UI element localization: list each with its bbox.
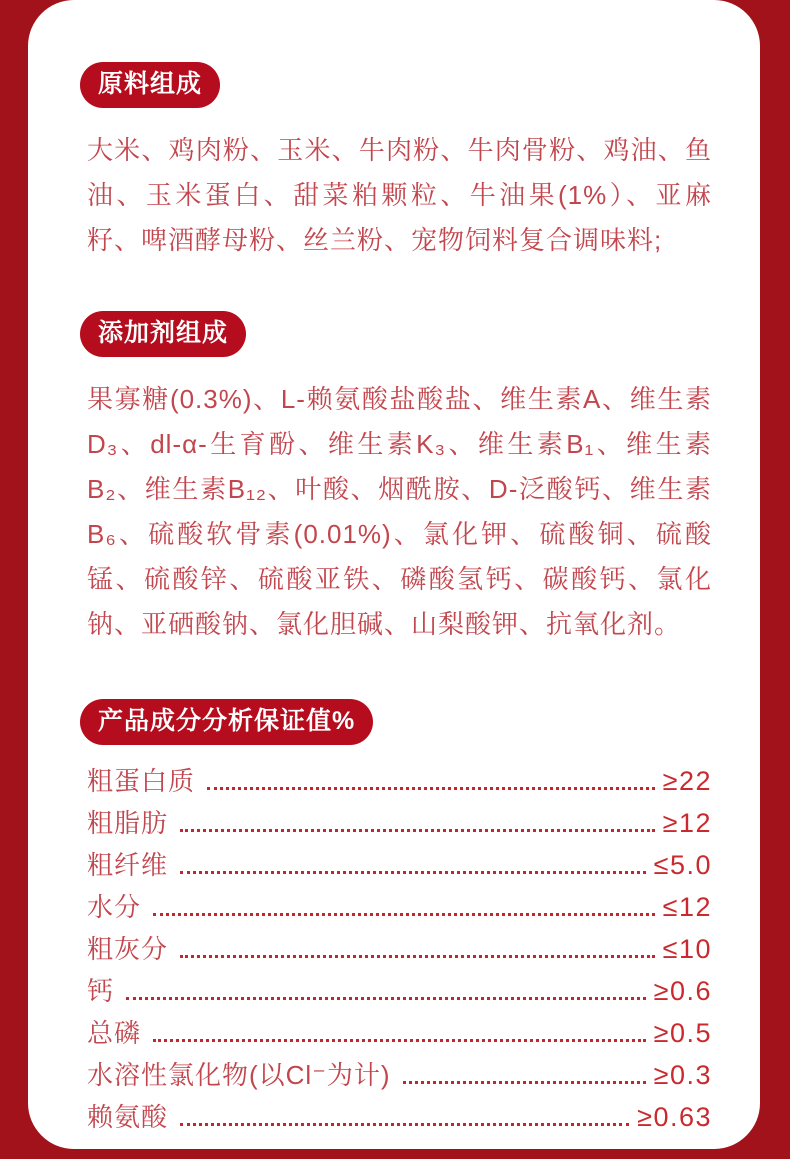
- section-analysis: [80, 699, 712, 1139]
- analysis-value: ≤10: [662, 934, 712, 964]
- ingredients-badge: 原料组成: [80, 62, 220, 108]
- dotted-leader: [126, 997, 646, 1000]
- dotted-leader: [180, 871, 646, 874]
- dotted-leader: [207, 787, 655, 790]
- dotted-leader: [180, 1123, 629, 1126]
- ingredients-text: 大米、鸡肉粉、玉米、牛肉粉、牛肉骨粉、鸡油、鱼油、玉米蛋白、甜菜粕颗粒、牛油果(1%）、亚麻籽、啤酒酵母粉、丝兰粉、宠物饲料复合调味料;: [87, 135, 712, 255]
- dotted-leader: [180, 829, 655, 832]
- analysis-list: [87, 761, 712, 1139]
- analysis-label: 粗蛋白质: [87, 766, 196, 796]
- dotted-leader: [153, 913, 655, 916]
- analysis-row: [87, 845, 712, 887]
- analysis-value: ≤12: [662, 892, 712, 922]
- analysis-label: 总磷: [87, 1018, 142, 1048]
- analysis-label: 粗灰分: [87, 934, 169, 964]
- analysis-row: [87, 971, 712, 1013]
- analysis-row: [87, 1055, 712, 1097]
- analysis-label: 水溶性氯化物(以Cl⁻为计): [87, 1060, 391, 1090]
- analysis-value: ≥22: [662, 766, 712, 796]
- analysis-row: [87, 887, 712, 929]
- analysis-value: ≥0.3: [653, 1060, 712, 1090]
- section-ingredients: [80, 62, 712, 263]
- dotted-leader: [153, 1039, 646, 1042]
- analysis-label: 钙: [87, 976, 115, 1006]
- analysis-row: [87, 1013, 712, 1055]
- additives-badge: 添加剂组成: [80, 311, 246, 357]
- analysis-label: 粗脂肪: [87, 808, 169, 838]
- dotted-leader: [403, 1081, 646, 1084]
- analysis-row: [87, 929, 712, 971]
- analysis-label: 水分: [87, 892, 142, 922]
- analysis-row: [87, 761, 712, 803]
- content-card: [28, 0, 760, 1149]
- dotted-leader: [180, 955, 655, 958]
- analysis-value: ≥12: [662, 808, 712, 838]
- analysis-value: ≥0.63: [637, 1102, 712, 1132]
- analysis-row: [87, 1097, 712, 1139]
- analysis-badge: 产品成分分析保证值%: [80, 699, 373, 745]
- additives-text: 果寡糖(0.3%)、L-赖氨酸盐酸盐、维生素A、维生素D₃、dl-α-生育酚、维生素K₃、维生素B₁、维生素B₂、维生素B₁₂、叶酸、烟酰胺、D-泛酸钙、维生素B₆、硫酸软骨素(0.01%)、氯化钾、硫酸铜、硫酸锰、硫酸锌、硫酸亚铁、磷酸氢钙、碳酸钙、氯化钠、亚硒酸钠、氯化胆碱、山梨酸钾、抗氧化剂。: [87, 384, 712, 639]
- analysis-value: ≥0.5: [653, 1018, 712, 1048]
- section-additives: [80, 311, 712, 647]
- analysis-value: ≥0.6: [653, 976, 712, 1006]
- analysis-label: 粗纤维: [87, 850, 169, 880]
- analysis-label: 赖氨酸: [87, 1102, 169, 1132]
- analysis-value: ≤5.0: [653, 850, 712, 880]
- analysis-row: [87, 803, 712, 845]
